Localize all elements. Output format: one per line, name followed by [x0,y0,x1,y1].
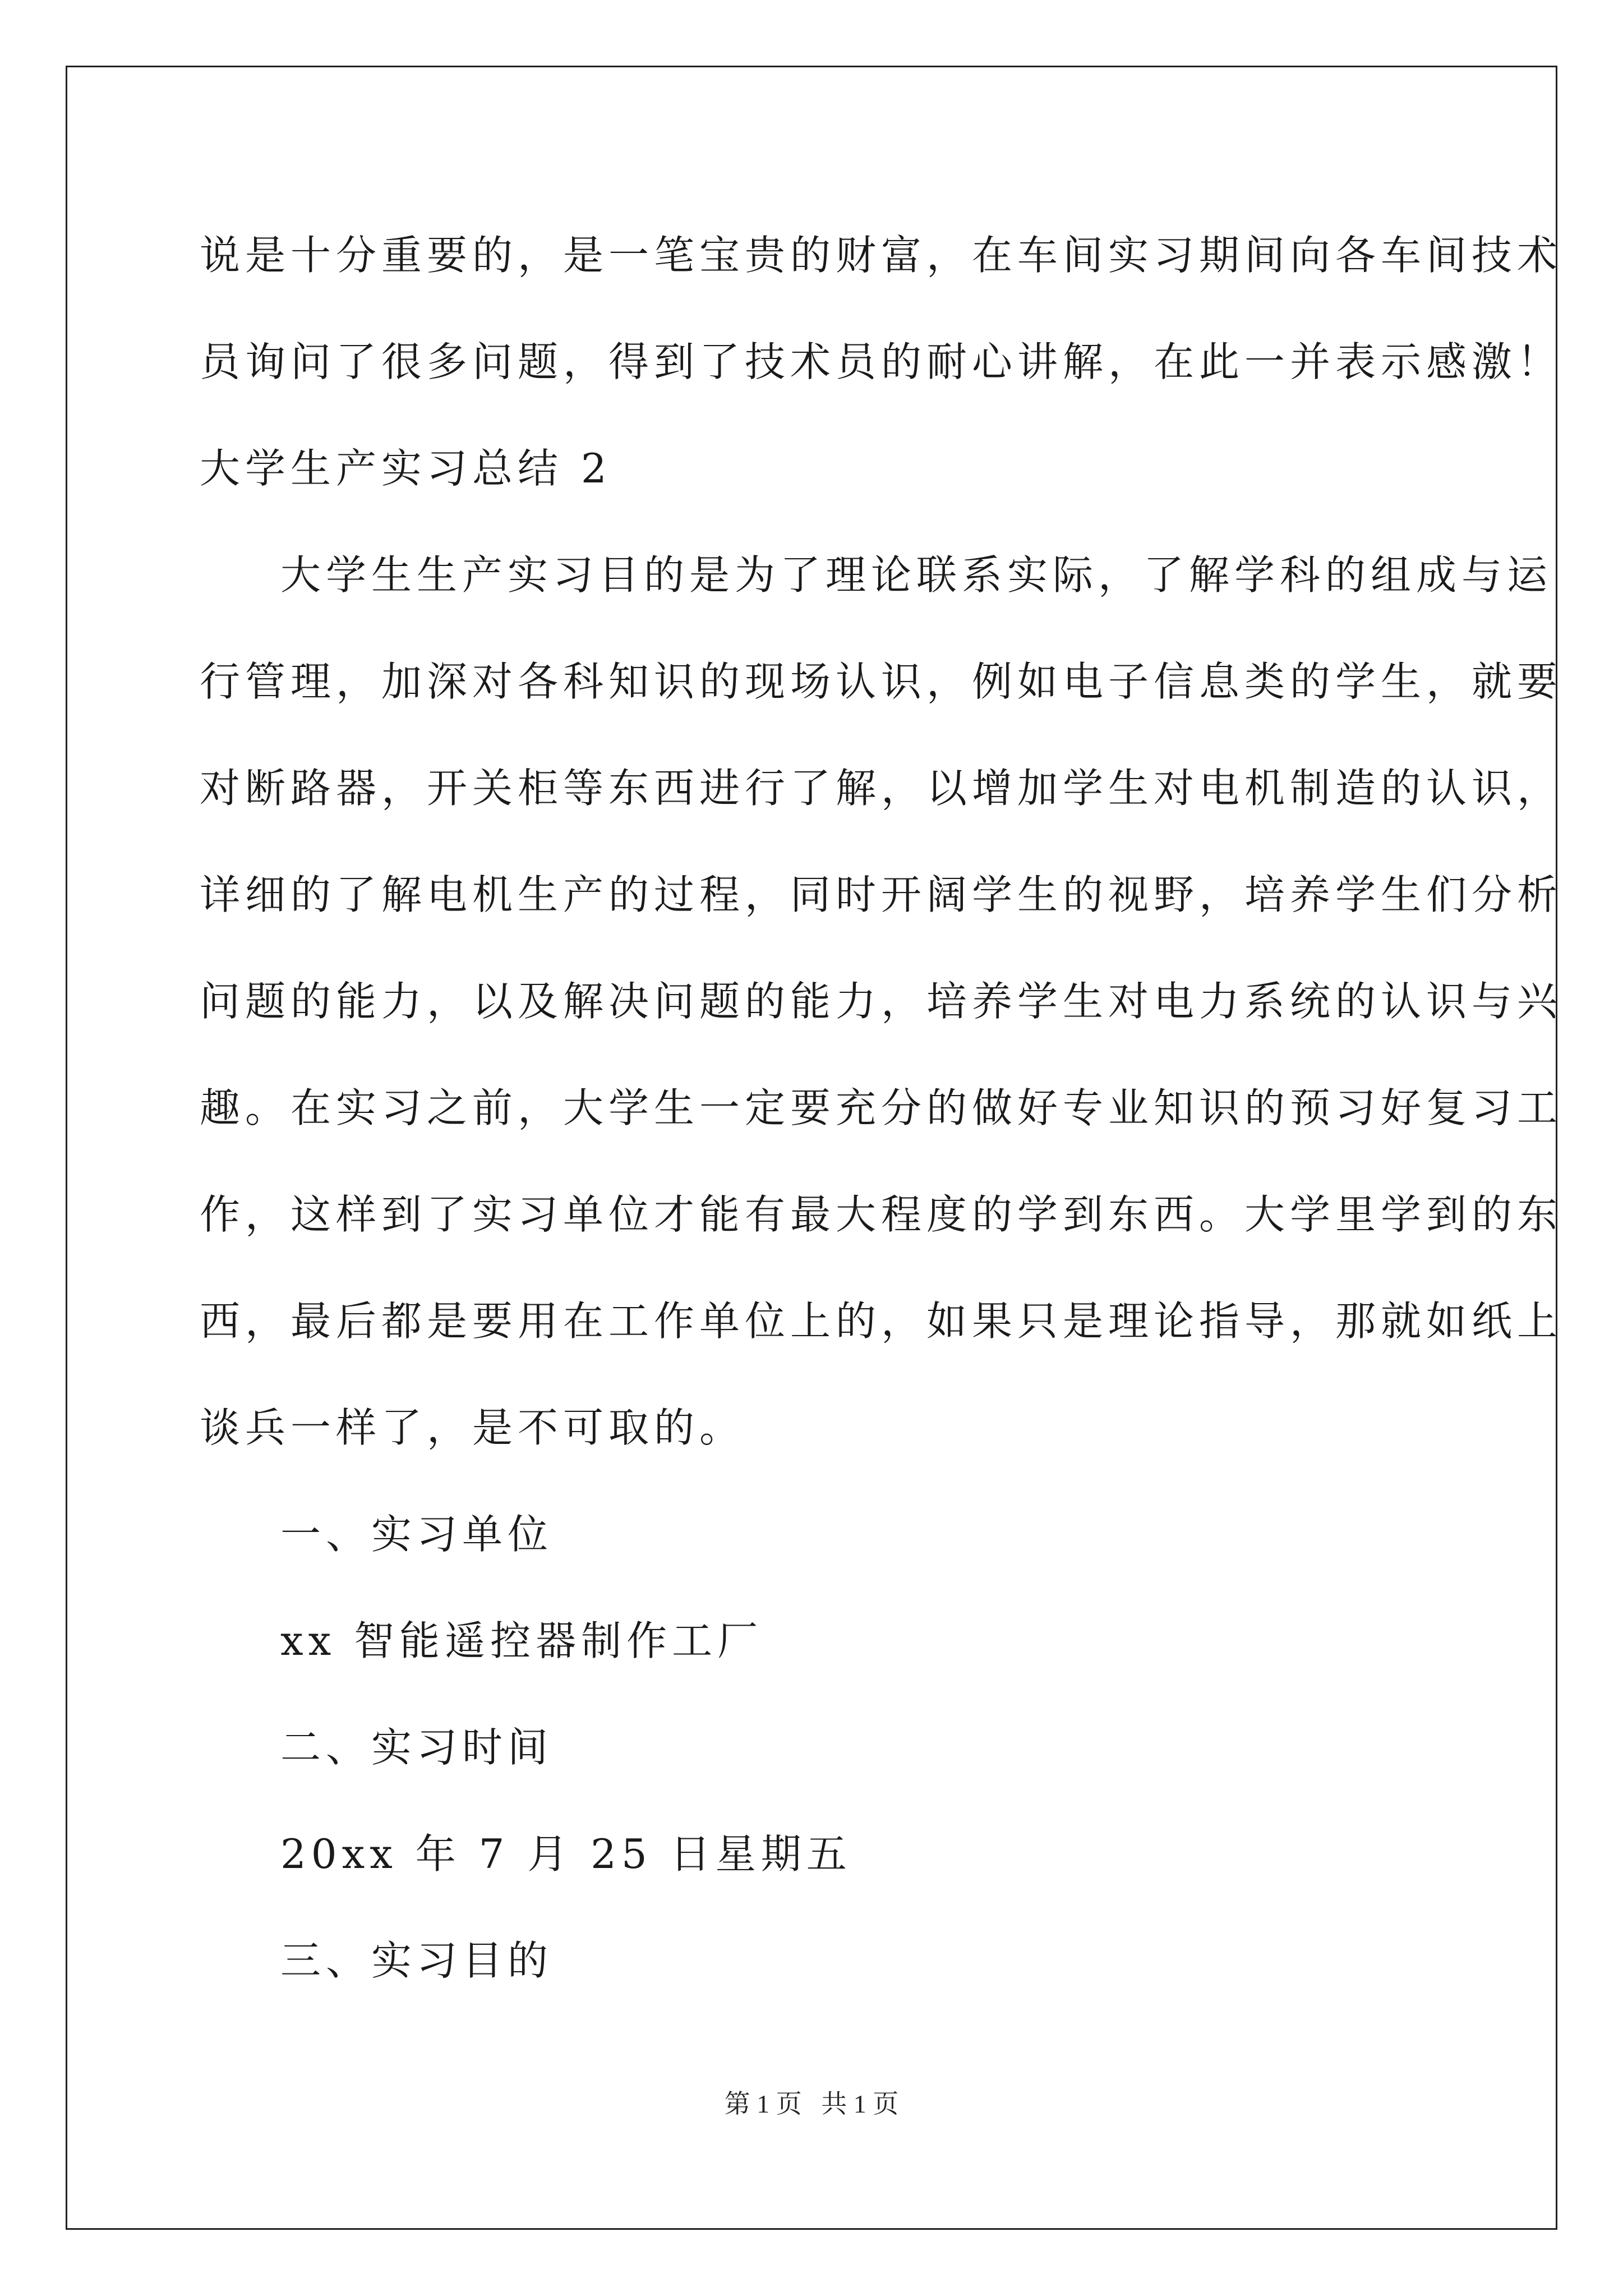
section-heading: 大学生产实习总结 2 [200,445,612,492]
paragraph-start: 大学生生产实习目的是为了理论联系实际，了解学科的组成与运 [280,551,1553,599]
body-line-7: 详细的了解电机生产的过程，同时开阔学生的视野，培养学生们分析 [200,871,1563,918]
body-line-1: 说是十分重要的，是一笔宝贵的财富，在车间实习期间向各车间技术 [200,232,1563,279]
subheading-time: 二、实习时间 [280,1724,554,1771]
body-line-6: 对断路器，开关柜等东西进行了解，以增加学生对电机制造的认识， [200,765,1563,812]
page-number-footer: 第 1 页 共 1 页 [724,2090,899,2118]
body-line-9: 趣。在实习之前，大学生一定要充分的做好专业知识的预习好复习工 [200,1084,1563,1131]
body-line-5: 行管理，加深对各科知识的现场认识，例如电子信息类的学生，就要 [200,658,1563,705]
subheading-purpose: 三、实习目的 [280,1937,554,1984]
body-line-8: 问题的能力，以及解决问题的能力，培养学生对电力系统的认识与兴 [200,978,1563,1025]
unit-value: xx 智能遥控器制作工厂 [280,1617,763,1664]
body-line-10: 作，这样到了实习单位才能有最大程度的学到东西。大学里学到的东 [200,1191,1563,1238]
body-line-12: 谈兵一样了，是不可取的。 [200,1404,745,1451]
body-line-11: 西，最后都是要用在工作单位上的，如果只是理论指导，那就如纸上 [200,1297,1563,1345]
time-value: 20xx 年 7 月 25 日星期五 [280,1830,852,1878]
subheading-unit: 一、实习单位 [280,1511,554,1558]
body-line-2: 员询问了很多问题，得到了技术员的耐心讲解，在此一并表示感激！ [200,338,1563,385]
document-body [200,202,1563,2014]
